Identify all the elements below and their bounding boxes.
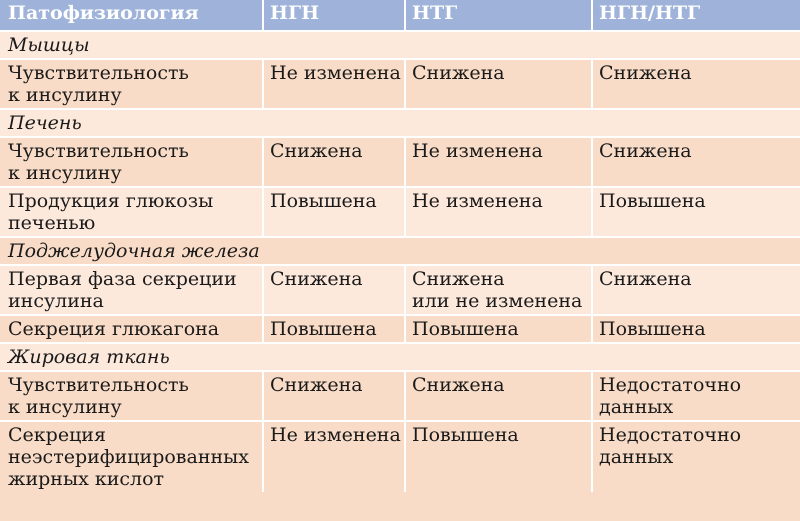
section-row-adipose [0,343,800,371]
cell-ngn-ntg: Снижена [592,59,800,109]
cell-ngn: Повышена [263,187,405,237]
row-label: Секреция глюкагона [0,315,263,343]
row-label: Чувствительность к инсулину [0,137,263,187]
cell-ntg: Не изменена [405,137,592,187]
table-row [0,315,800,343]
table-header [0,0,800,31]
header-ntg: НТГ [405,0,592,31]
section-title: Печень [0,109,800,137]
cell-ngn-ntg: Снижена [592,137,800,187]
section-title: Жировая ткань [0,343,800,371]
cell-ngn-ntg: Недостаточно данных [592,371,800,421]
row-label: Чувствительность к инсулину [0,371,263,421]
cell-ngn: Не изменена [263,59,405,109]
table-row [0,265,800,315]
row-label: Первая фаза секреции инсулина [0,265,263,315]
row-label: Секреция неэстерифицированных жирных кислот [0,421,263,492]
table-row [0,59,800,109]
header-pathophysiology: Патофизиология [0,0,263,31]
table-row [0,187,800,237]
cell-ngn: Повышена [263,315,405,343]
section-row-liver [0,109,800,137]
section-row-pancreas [0,237,800,265]
cell-ngn-ntg: Снижена [592,265,800,315]
header-ngn: НГН [263,0,405,31]
cell-ntg: Не изменена [405,187,592,237]
cell-ngn: Снижена [263,371,405,421]
section-row-muscles [0,31,800,59]
table-row [0,421,800,492]
header-ngn-ntg: НГН/НТГ [592,0,800,31]
cell-ngn-ntg: Повышена [592,315,800,343]
row-label: Продукция глюкозы печенью [0,187,263,237]
cell-ntg: Повышена [405,421,592,492]
cell-ntg: Снижена [405,59,592,109]
row-label: Чувствительность к инсулину [0,59,263,109]
cell-ngn: Снижена [263,137,405,187]
table-row [0,371,800,421]
cell-ngn-ntg: Недостаточно данных [592,421,800,492]
table-row [0,137,800,187]
cell-ngn: Снижена [263,265,405,315]
section-title: Мышцы [0,31,800,59]
cell-ntg: Снижена [405,371,592,421]
header-row [0,0,800,31]
cell-ngn-ntg: Повышена [592,187,800,237]
section-title: Поджелудочная железа [0,237,800,265]
cell-ntg: Повышена [405,315,592,343]
cell-ntg: Снижена или не изменена [405,265,592,315]
cell-ngn: Не изменена [263,421,405,492]
table-body [0,31,800,492]
